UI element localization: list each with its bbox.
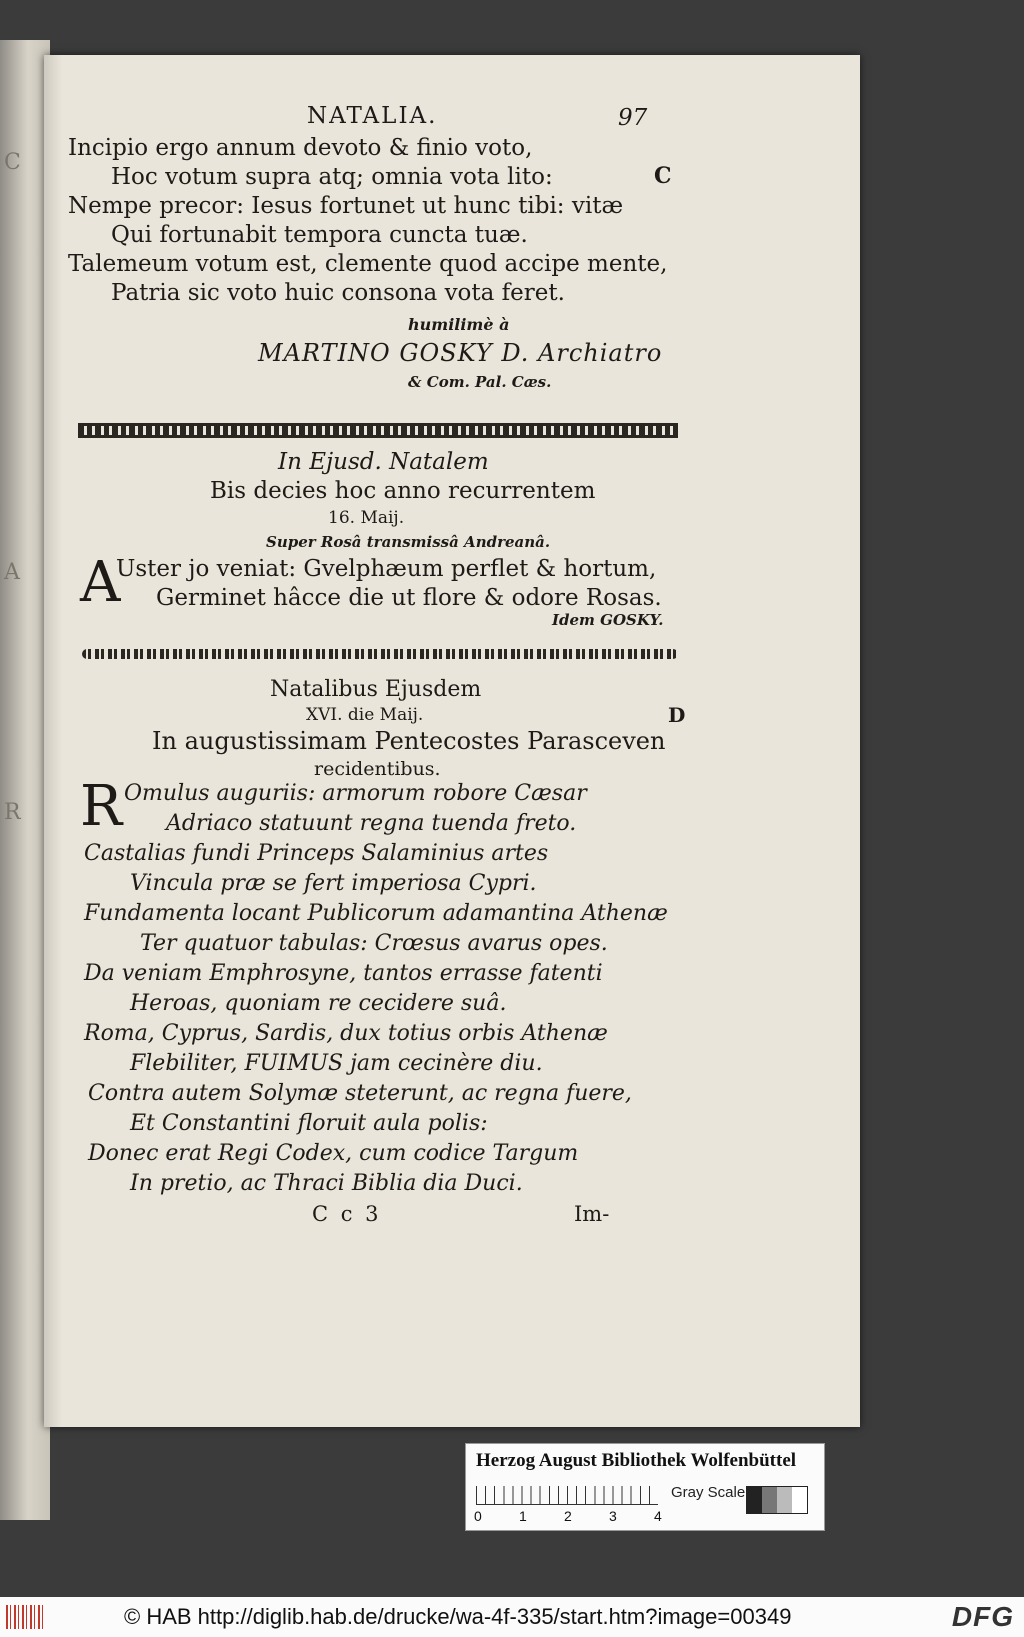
poem1-line: Qui fortunabit tempora cuncta tuæ. [111, 222, 528, 248]
poem3-line: Omulus auguriis: armorum robore Cæsar [124, 781, 587, 806]
library-name: Herzog August Bibliothek Wolfenbüttel [476, 1450, 797, 1471]
poem2-line: Uster jo veniat: Gvelphæum perflet & hortum, [116, 556, 657, 582]
signature-name: MARTINO GOSKY D. Archiatro [258, 339, 663, 367]
poem1-line: Incipio ergo annum devoto & finio voto, [68, 135, 533, 161]
poem1-line: Patria sic voto huic consona vota feret. [111, 280, 565, 306]
poem3-heading: recidentibus. [314, 758, 441, 780]
signature-title: & Com. Pal. Cæs. [408, 373, 552, 391]
poem3-heading: Natalibus Ejusdem [270, 677, 482, 702]
drop-cap-a: A [80, 550, 121, 615]
page-number: 97 [618, 105, 648, 131]
drop-cap-r: R [80, 774, 123, 839]
ruler-number: 3 [609, 1508, 617, 1524]
poem3-heading: In augustissimam Pentecostes Parasceven [152, 727, 666, 755]
poem3-line: Vincula præ se fert imperiosa Cypri. [130, 871, 537, 896]
dfg-logo: DFG [951, 1601, 1014, 1632]
ruler-number: 4 [654, 1508, 662, 1524]
ruler-number: 2 [564, 1508, 572, 1524]
poem3-line: Heroas, quoniam re cecidere suâ. [130, 991, 507, 1016]
book-page [44, 55, 860, 1427]
poem3-line: Roma, Cyprus, Sardis, dux totius orbis Athenæ [84, 1021, 608, 1046]
poem3-line: Castalias fundi Princeps Salaminius artes [84, 841, 549, 866]
poem3-line: Flebiliter, FUIMUS jam cecinère diu. [130, 1051, 543, 1076]
poem1-line: Hoc votum supra atq; omnia vota lito: [111, 164, 553, 190]
poem2-signature: Idem GOSKY. [552, 611, 664, 629]
catchword: Im- [574, 1202, 610, 1226]
gray-scale-label: Gray Scale [671, 1484, 746, 1501]
poem2-heading: Bis decies hoc anno recurrentem [210, 478, 596, 504]
poem1-line: Talemeum votum est, clemente quod accipe mente, [68, 251, 668, 277]
poem3-line: Donec erat Regi Codex, cum codice Targum [88, 1141, 579, 1166]
poem2-date: 16. Maij. [328, 508, 405, 528]
poem2-line: Germinet hâcce die ut flore & odore Rosas. [156, 585, 662, 611]
signature-intro: humilimè à [408, 315, 510, 334]
ghost-text: C [4, 150, 21, 175]
ornamental-rule [78, 423, 678, 438]
library-scale-label [465, 1443, 825, 1531]
running-title: NATALIA. [307, 103, 438, 129]
signature-mark: C c 3 [312, 1202, 382, 1226]
poem3-line: Fundamenta locant Publicorum adamantina Athenæ [84, 901, 668, 926]
barcode-icon [6, 1605, 46, 1629]
copyright-link[interactable]: © HAB http://diglib.hab.de/drucke/wa-4f-335/start.htm?image=00349 [124, 1604, 792, 1629]
gray-scale-swatch [746, 1486, 808, 1514]
poem1-line: Nempe precor: Iesus fortunet ut hunc tibi: vitæ [68, 193, 624, 219]
poem3-line: Contra autem Solymæ steterunt, ac regna fuere, [88, 1081, 632, 1106]
previous-page-edge [0, 40, 50, 1520]
poem3-line: Ter quatuor tabulas: Crœsus avarus opes. [140, 931, 608, 956]
ruler-number: 1 [519, 1508, 527, 1524]
margin-letter-d: D [668, 703, 686, 727]
viewer-footer [0, 1597, 1024, 1637]
poem3-heading: XVI. die Maij. [306, 705, 424, 725]
margin-letter-c: C [654, 163, 672, 189]
ornamental-rule [82, 649, 678, 659]
poem2-heading: In Ejusd. Natalem [278, 449, 489, 475]
poem2-subheading: Super Rosâ transmissâ Andreanâ. [266, 533, 551, 551]
ruler-number: 0 [474, 1508, 482, 1524]
ghost-text: A [4, 560, 20, 585]
ghost-text: R [4, 800, 21, 825]
poem3-line: Adriaco statuunt regna tuenda freto. [166, 811, 577, 836]
poem3-line: Et Constantini floruit aula polis: [130, 1111, 488, 1136]
poem3-line: In pretio, ac Thraci Biblia dia Duci. [130, 1171, 523, 1196]
measure-ruler [476, 1486, 658, 1505]
poem3-line: Da veniam Emphrosyne, tantos errasse fatenti [84, 961, 603, 986]
